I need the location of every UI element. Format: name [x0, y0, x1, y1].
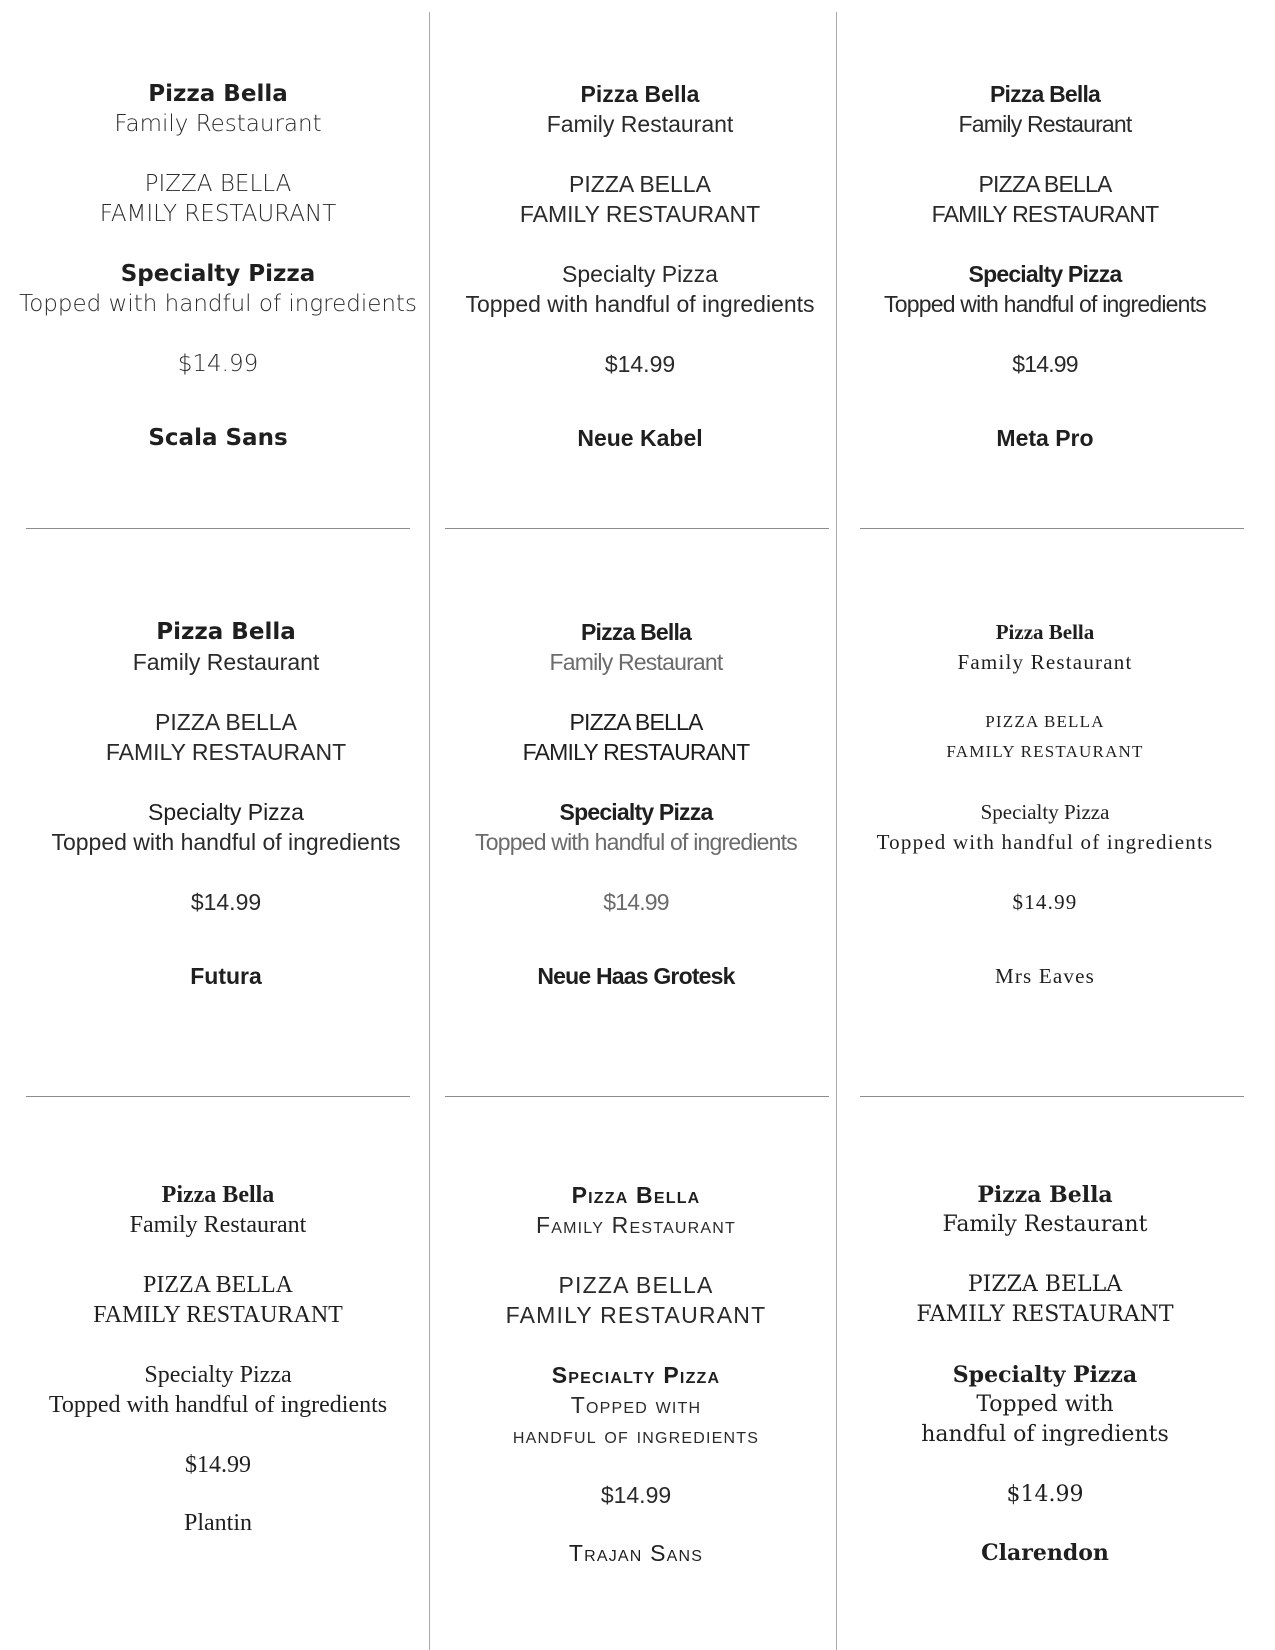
sample-caps-line: PIZZA BELLA [569, 171, 711, 197]
row-divider [445, 528, 829, 529]
sample-dish: Specialty Pizza [120, 261, 316, 287]
sample-caps-line: FAMILY RESTAURANT [931, 201, 1159, 227]
sample-caps-line: PIZZA BELLA [569, 709, 703, 735]
sample-price: $14.99 [185, 1452, 251, 1478]
sample-title: Pizza Bella [580, 619, 692, 645]
sample-subtitle: Family Restaurant [957, 650, 1133, 674]
sample-title: Pizza Bella [161, 1182, 275, 1208]
sample-subtitle: Family Restaurant [958, 111, 1132, 137]
font-sample-card [840, 79, 1250, 453]
font-name-label: Clarendon [981, 1540, 1109, 1566]
sample-dish: Specialty Pizza [952, 1362, 1138, 1388]
sample-caps-line: FAMILY RESTAURANT [105, 739, 347, 765]
sample-description: Topped with handful of ingredients [19, 291, 417, 317]
sample-subtitle: Family Restaurant [114, 111, 322, 137]
sample-description: Topped with handful of ingredients [48, 1392, 388, 1418]
sample-title: Pizza Bella [580, 81, 700, 107]
row-divider [445, 1096, 829, 1097]
sample-price: $14.99 [604, 351, 676, 377]
column-divider-1 [429, 12, 430, 1650]
font-sample-card [8, 1180, 428, 1538]
font-name-label: Plantin [183, 1510, 252, 1536]
sample-dish: Specialty Pizza [980, 800, 1110, 824]
sample-caps-line: PIZZA BELLA [144, 171, 292, 197]
font-name-label: Mrs Eaves [994, 964, 1096, 988]
font-sample-card [18, 79, 418, 453]
sample-price: $14.99 [177, 351, 259, 377]
sample-price: $14.99 [600, 1482, 672, 1508]
sample-subtitle: Family Restaurant [536, 1212, 736, 1238]
sample-description: handful of ingredients [512, 1422, 760, 1448]
sample-description: Topped with [976, 1392, 1114, 1417]
sample-caps-line: FAMILY RESTAURANT [505, 1302, 767, 1328]
sample-price: $14.99 [1006, 1482, 1084, 1507]
row-divider [860, 1096, 1244, 1097]
sample-caps-line: FAMILY RESTAURANT [93, 1302, 343, 1328]
sample-price: $14.99 [1012, 351, 1078, 377]
sample-caps-line: PIZZA BELLA [985, 712, 1105, 731]
sample-dish: Specialty Pizza [562, 261, 718, 287]
sample-caps-line: PIZZA BELLA [143, 1272, 293, 1298]
font-sample-card [840, 617, 1250, 991]
font-name-label: Neue Kabel [577, 425, 703, 451]
sample-title: Pizza Bella [977, 1182, 1113, 1208]
sample-caps-line: PIZZA BELLA [155, 709, 297, 735]
font-sample-card [840, 1180, 1250, 1568]
sample-dish: Specialty Pizza [968, 261, 1122, 287]
font-name-label: Meta Pro [996, 425, 1094, 451]
sample-description: Topped with handful of ingredients [51, 829, 401, 855]
sample-caps-line: FAMILY RESTAURANT [522, 739, 750, 765]
sample-caps-line: FAMILY RESTAURANT [519, 201, 761, 227]
font-name-label: Trajan Sans [568, 1540, 704, 1566]
sample-caps-line: FAMILY RESTAURANT [99, 201, 337, 227]
sample-caps-line: PIZZA BELLA [967, 1272, 1123, 1297]
sample-subtitle: Family Restaurant [129, 1212, 307, 1238]
sample-subtitle: Family Restaurant [942, 1212, 1148, 1237]
font-name-label: Scala Sans [148, 425, 288, 451]
font-name-label: Neue Haas Grotesk [537, 963, 735, 989]
font-name-label: Futura [190, 963, 262, 989]
sample-price: $14.99 [1012, 890, 1078, 914]
sample-dish: Specialty Pizza [551, 1362, 721, 1388]
sample-title: Pizza Bella [995, 620, 1095, 644]
sample-title: Pizza Bella [156, 619, 296, 645]
sample-price: $14.99 [603, 889, 669, 915]
row-divider [860, 528, 1244, 529]
sample-description: Topped with [570, 1392, 702, 1418]
sample-title: Pizza Bella [148, 81, 288, 107]
font-sample-card [26, 617, 426, 991]
row-divider [26, 1096, 410, 1097]
sample-dish: Specialty Pizza [559, 799, 713, 825]
sample-caps-line: FAMILY RESTAURANT [946, 742, 1144, 761]
font-sample-card [436, 617, 836, 991]
sample-subtitle: Family Restaurant [132, 649, 320, 675]
font-sample-card [436, 1180, 836, 1568]
sample-description: Topped with handful of ingredients [475, 829, 797, 855]
sample-title: Pizza Bella [571, 1182, 701, 1208]
sample-caps-line: FAMILY RESTAURANT [916, 1302, 1174, 1327]
sample-subtitle: Family Restaurant [549, 649, 723, 675]
font-sample-card [440, 79, 840, 453]
sample-description: Topped with handful of ingredients [465, 291, 815, 317]
sample-dish: Specialty Pizza [148, 799, 304, 825]
sample-caps-line: PIZZA BELLA [558, 1272, 714, 1298]
sample-price: $14.99 [190, 889, 262, 915]
sample-subtitle: Family Restaurant [546, 111, 734, 137]
sample-description: Topped with handful of ingredients [876, 830, 1214, 854]
sample-dish: Specialty Pizza [144, 1362, 292, 1388]
sample-title: Pizza Bella [989, 81, 1101, 107]
row-divider [26, 528, 410, 529]
sample-description: handful of ingredients [921, 1422, 1169, 1447]
sample-description: Topped with handful of ingredients [884, 291, 1206, 317]
sample-caps-line: PIZZA BELLA [978, 171, 1112, 197]
